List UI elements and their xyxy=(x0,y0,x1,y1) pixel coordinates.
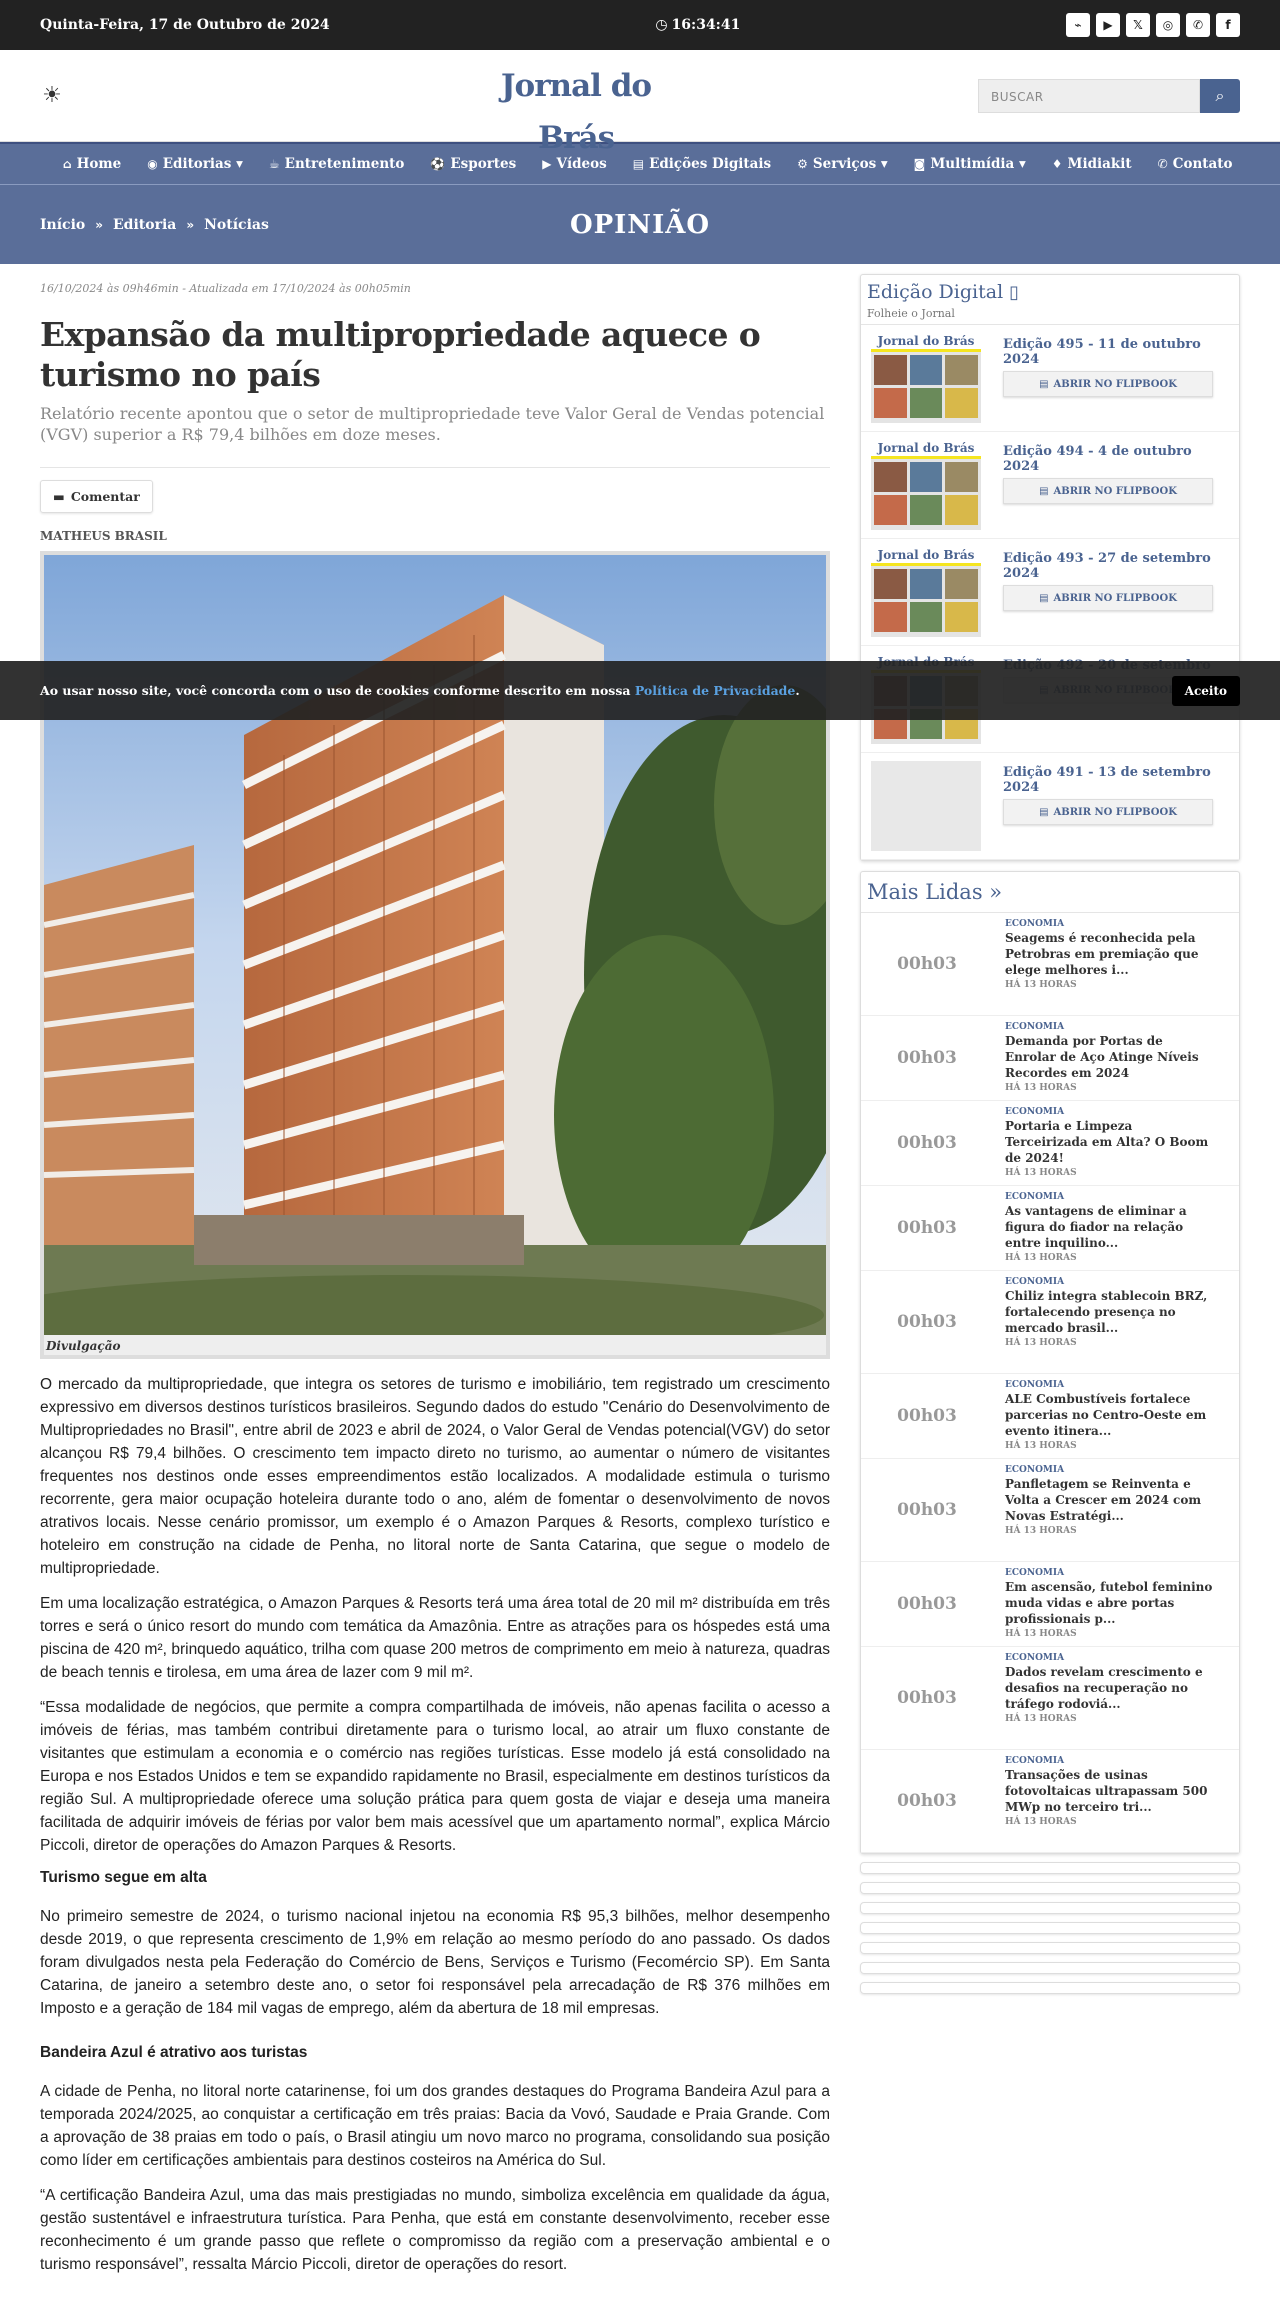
nav-item-9[interactable] xyxy=(1145,156,1246,172)
nav-icon: ⚽ xyxy=(430,157,446,171)
item-category[interactable]: ECONOMIA xyxy=(1005,1653,1065,1663)
item-ago: HÁ 13 HORAS xyxy=(1005,1253,1077,1263)
nav-label: Midiakit xyxy=(1067,156,1132,172)
mais-lidas-item[interactable] xyxy=(861,1101,1239,1186)
item-headline[interactable]: Panfletagem se Reinventa e Volta a Crescer em 2024 com Novas Estratégi... xyxy=(1005,1477,1202,1523)
item-time: 00h03 xyxy=(897,1500,957,1520)
nav-item-8[interactable] xyxy=(1039,156,1145,172)
nav-label: Esportes xyxy=(450,156,517,172)
thumb-masthead: Jornal do Brás xyxy=(871,440,981,456)
placeholder-widget xyxy=(860,1902,1240,1914)
article-subheading: Turismo segue em alta xyxy=(40,1869,207,1886)
nav-item-3[interactable] xyxy=(417,156,529,172)
nav-icon: ⚙ xyxy=(797,157,808,171)
item-time: 00h03 xyxy=(897,1594,957,1614)
item-headline[interactable]: Transações de usinas fotovoltaicas ultrapassam 500 MWp no terceiro tri... xyxy=(1005,1768,1208,1814)
item-ago: HÁ 13 HORAS xyxy=(1005,1526,1077,1536)
placeholder-widget xyxy=(860,1862,1240,1874)
cookie-text-end: . xyxy=(795,683,800,698)
item-ago: HÁ 13 HORAS xyxy=(1005,1629,1077,1639)
edicao-title: Edição Digital xyxy=(867,281,1004,303)
item-time: 00h03 xyxy=(897,1406,957,1426)
open-flipbook-label: ABRIR NO FLIPBOOK xyxy=(1053,806,1177,818)
theme-toggle-sun-icon[interactable]: ☀ xyxy=(42,83,62,108)
edicao-thumbnail[interactable] xyxy=(871,761,981,851)
social-links xyxy=(1066,13,1240,37)
sidebar xyxy=(860,274,1240,1994)
nav-icon: ◉ xyxy=(147,157,158,171)
article-paragraph: No primeiro semestre de 2024, o turismo nacional injetou na economia R$ 95,3 bilhões, melhor desempenho desde 2019, o que representa crescimento de 1,9% em relação ao mesmo período do ano passado. Os dados foram divulgados nesta pela Federação do Comércio de Bens, Serviços e Turismo (Fecomércio SP). Em Santa Catarina, de janeiro a setembro deste ano, o setor foi responsável pela arrecadação de R$ 376 milhões em Imposto e a geração de 184 mil vagas de emprego, além da abertura de 18 mil empresas. xyxy=(40,1908,830,2017)
thumb-masthead: Jornal do Brás xyxy=(871,333,981,349)
mais-lidas-item[interactable] xyxy=(861,1186,1239,1271)
item-ago: HÁ 13 HORAS xyxy=(1005,1714,1077,1724)
article-paragraph: A cidade de Penha, no litoral norte catarinense, foi um dos grandes destaques do Programa Bandeira Azul para a temporada 2024/2025, ao conquistar a certificação em três praias: Bacia da Vovó, Saudade e Praia Grande. Com a aprovação de 38 praias em todo o país, o Brasil atingiu um novo marco no programa, consolidando sua posição como líder em certificações ambientais para destinos costeiros na América do Sul. xyxy=(40,2083,830,2169)
nav-label: Entretenimento xyxy=(284,156,405,172)
nav-icon: ♦ xyxy=(1051,157,1063,171)
article-meta: 16/10/2024 às 09h46min - Atualizada em 17/10/2024 às 00h05min xyxy=(40,282,411,295)
mais-lidas-item[interactable] xyxy=(861,1016,1239,1101)
facebook-icon[interactable]: f xyxy=(1216,13,1240,37)
chevron-right-icon: » xyxy=(186,217,195,232)
nav-item-1[interactable] xyxy=(134,156,256,172)
item-category[interactable]: ECONOMIA xyxy=(1005,1022,1065,1032)
item-category[interactable]: ECONOMIA xyxy=(1005,1107,1065,1117)
edicao-item xyxy=(861,753,1239,860)
item-headline[interactable]: Portaria e Limpeza Terceirizada em Alta? O Boom de 2024! xyxy=(1005,1119,1209,1165)
breadcrumb-noticias[interactable]: Notícias xyxy=(204,216,269,233)
item-headline[interactable]: As vantagens de eliminar a figura do fiador na relação entre inquilino... xyxy=(1005,1204,1187,1250)
open-flipbook-button[interactable] xyxy=(1003,799,1213,825)
file-icon: ▤ xyxy=(1039,592,1049,604)
file-icon: ▤ xyxy=(1039,378,1049,390)
edicao-item xyxy=(861,539,1239,646)
edicao-item xyxy=(861,325,1239,432)
mais-lidas-item[interactable] xyxy=(861,1750,1239,1853)
item-category[interactable]: ECONOMIA xyxy=(1005,1568,1065,1578)
item-headline[interactable]: Dados revelam crescimento e desafios na recuperação no tráfego rodoviá... xyxy=(1005,1665,1203,1711)
mais-lidas-header xyxy=(861,872,1239,913)
item-headline[interactable]: Seagems é reconhecida pela Petrobras em premiação que elege melhores i... xyxy=(1005,931,1199,977)
item-time: 00h03 xyxy=(897,1133,957,1153)
edicao-thumbnail[interactable] xyxy=(871,440,981,530)
nav-item-5[interactable] xyxy=(620,156,784,172)
item-time: 00h03 xyxy=(897,1688,957,1708)
edicao-item xyxy=(861,432,1239,539)
nav-label: Serviços ▾ xyxy=(812,156,888,172)
chevron-right-icon: » xyxy=(95,217,103,232)
article-paragraph: “A certificação Bandeira Azul, uma das mais prestigiadas no mundo, simboliza excelência em qualidade da água, gestão sustentável e infraestrutura turística. Para Penha, que está em constante desenvolvimento, receber esse reconhecimento é um grande passo que reflete o compromisso da região com a preservação ambiental e o turismo responsável”, ressalta Márcio Piccoli, diretor de operações do resort. xyxy=(40,2187,830,2273)
nav-label: Vídeos xyxy=(556,156,607,172)
item-ago: HÁ 13 HORAS xyxy=(1005,1817,1077,1827)
clock xyxy=(655,17,740,33)
nav-label: Edições Digitais xyxy=(649,156,772,172)
article-paragraph: Em uma localização estratégica, o Amazon Parques & Resorts terá uma área total de 20 mil m² distribuída em três torres e será o único resort do mundo com temática da Amazônia. Entre as atrações para os hóspedes está uma piscina de 420 m², brinquedo aquático, trilha com quase 200 metros de comprimento em meio à natureza, quadras de beach tennis e tirolesa, em uma área de lazer com 9 mil m². xyxy=(40,1595,830,1681)
item-ago: HÁ 13 HORAS xyxy=(1005,1441,1077,1451)
item-time: 00h03 xyxy=(897,1218,957,1238)
mais-lidas-item[interactable] xyxy=(861,1271,1239,1374)
nav-item-0[interactable] xyxy=(50,156,134,172)
edicao-header xyxy=(861,275,1239,325)
placeholder-widget xyxy=(860,1982,1240,1994)
breadcrumb-home[interactable]: Início xyxy=(40,216,86,233)
article-author: MATHEUS BRASIL xyxy=(40,529,167,543)
nav-label: Home xyxy=(76,156,122,172)
comment-icon: ▬ xyxy=(53,489,65,504)
placeholder-widgets xyxy=(860,1862,1240,1994)
item-headline[interactable]: Chiliz integra stablecoin BRZ, fortalecendo presença no mercado brasil... xyxy=(1005,1289,1208,1335)
item-time: 00h03 xyxy=(897,1312,957,1332)
placeholder-widget xyxy=(860,1942,1240,1954)
item-category[interactable]: ECONOMIA xyxy=(1005,919,1065,929)
edicao-name[interactable]: Edição 495 - 11 de outubro 2024 xyxy=(1003,337,1201,367)
mais-lidas-item[interactable] xyxy=(861,1562,1239,1647)
nav-item-2[interactable] xyxy=(256,156,418,172)
nav-item-6[interactable] xyxy=(784,156,901,172)
nav-icon: ☕ xyxy=(268,157,280,171)
edicao-name[interactable]: Edição 493 - 27 de setembro 2024 xyxy=(1003,551,1211,581)
mais-lidas-title[interactable]: Mais Lidas » xyxy=(867,880,1003,904)
search-button[interactable] xyxy=(1200,79,1240,113)
search-icon: ⌕ xyxy=(1215,85,1225,105)
item-headline[interactable]: Em ascensão, futebol feminino muda vidas e abre portas profissionais p... xyxy=(1005,1580,1213,1626)
edicao-digital-box xyxy=(860,274,1240,861)
nav-icon: ▤ xyxy=(632,157,645,171)
whatsapp-icon[interactable]: ✆ xyxy=(1186,13,1210,37)
open-flipbook-button[interactable] xyxy=(1003,371,1213,397)
item-headline[interactable]: ALE Combustíveis fortalece parcerias no Centro-Oeste em evento itinera... xyxy=(1005,1392,1207,1438)
placeholder-widget xyxy=(860,1962,1240,1974)
top-bar xyxy=(0,0,1280,50)
nav-icon: ✆ xyxy=(1157,157,1168,171)
cookie-message xyxy=(40,683,800,698)
mais-lidas-box xyxy=(860,871,1240,1854)
article-title: Expansão da multipropriedade aquece o turismo no país xyxy=(40,315,761,394)
comment-button[interactable] xyxy=(40,480,153,513)
nav-icon: ⌂ xyxy=(63,157,72,171)
open-flipbook-label: ABRIR NO FLIPBOOK xyxy=(1053,378,1177,390)
file-icon: ▤ xyxy=(1039,806,1049,818)
thumb-masthead: Jornal do Brás xyxy=(871,547,981,563)
edicao-thumbnail[interactable] xyxy=(871,333,981,423)
item-ago: HÁ 13 HORAS xyxy=(1005,980,1077,990)
cookie-banner xyxy=(0,661,1280,720)
item-headline[interactable]: Demanda por Portas de Enrolar de Aço Atinge Níveis Recordes em 2024 xyxy=(1005,1034,1199,1080)
comment-label: Comentar xyxy=(70,489,140,504)
mobile-icon: ▯ xyxy=(1009,281,1020,303)
mais-lidas-item[interactable] xyxy=(861,1459,1239,1562)
article-paragraph: “Essa modalidade de negócios, que permite a compra compartilhada de imóveis, não apenas facilita o acesso a imóveis de férias, mas também contribui diretamente para o turismo local, ao atrair um fluxo constante de visitantes que estimulam a economia e o comércio nas regiões turísticas. Esse modelo já está consolidado na Europa e nos Estados Unidos e tem se expandido rapidamente no Brasil, especialmente em destinos turísticos da região Sul. A multipropriedade oferece uma solução prática para quem gosta de viajar e deseja uma maneira facilitada de adquirir imóveis de férias por valor bem mais acessível que um apartamento normal”, explica Márcio Piccoli, diretor de operações do Amazon Parques & Resorts. xyxy=(40,1699,830,1854)
cookie-text: Ao usar nosso site, você concorda com o uso de cookies conforme descrito em nossa xyxy=(40,683,631,698)
article-lead: Relatório recente apontou que o setor de multipropriedade teve Valor Geral de Vendas potencial (VGV) superior a R$ 79,4 bilhões em doze meses. xyxy=(40,403,830,468)
nav-icon: ◙ xyxy=(913,157,926,171)
breadcrumb-editoria[interactable]: Editoria xyxy=(113,216,177,233)
rss-icon[interactable]: ⌁ xyxy=(1066,13,1090,37)
mais-lidas-item[interactable] xyxy=(861,1647,1239,1750)
item-category[interactable]: ECONOMIA xyxy=(1005,1192,1065,1202)
mais-lidas-item[interactable] xyxy=(861,913,1239,1016)
article-subheading: Bandeira Azul é atrativo aos turistas xyxy=(40,2044,308,2061)
privacy-policy-link[interactable]: Política de Privacidade xyxy=(634,683,796,698)
item-ago: HÁ 13 HORAS xyxy=(1005,1338,1077,1348)
edicao-subtitle: Folheie o Jornal xyxy=(867,307,955,320)
logo-text: Jornal do Brás xyxy=(500,67,652,156)
item-ago: HÁ 13 HORAS xyxy=(1005,1168,1077,1178)
nav-label: Contato xyxy=(1172,156,1233,172)
clock-time: 16:34:41 xyxy=(671,17,741,33)
edicao-name[interactable]: Edição 491 - 13 de setembro 2024 xyxy=(1003,765,1211,795)
cookie-accept-button[interactable]: Aceito xyxy=(1172,676,1240,706)
item-ago: HÁ 13 HORAS xyxy=(1005,1083,1077,1093)
open-flipbook-button[interactable] xyxy=(1003,478,1213,504)
section-band xyxy=(0,184,1280,264)
nav-item-4[interactable] xyxy=(529,156,619,172)
item-category[interactable]: ECONOMIA xyxy=(1005,1756,1065,1766)
nav-label: Multimídia ▾ xyxy=(930,156,1026,172)
placeholder-widget xyxy=(860,1882,1240,1894)
edicao-thumbnail[interactable] xyxy=(871,547,981,637)
site-header xyxy=(0,50,1280,156)
open-flipbook-label: ABRIR NO FLIPBOOK xyxy=(1053,592,1177,604)
item-time: 00h03 xyxy=(897,1048,957,1068)
clock-icon: ◷ xyxy=(655,17,668,33)
site-logo[interactable] xyxy=(476,60,676,156)
article-paragraph: O mercado da multipropriedade, que integra os setores de turismo e imobiliário, tem registrado um crescimento expressivo em diversos destinos turísticos brasileiros. Segundo dados do estudo "Cenário do Desenvolvimento de Multipropriedades no Brasil", entre abril de 2023 e abril de 2024, o Valor Geral de Vendas potencial(VGV) do setor alcançou R$ 79,4 bilhões. O crescimento tem impacto direto no turismo, ao aumentar o número de visitantes frequentes nos destinos onde esses empreendimentos estão localizados. A modalidade estimula o turismo recorrente, gera maior ocupação hoteleira durante todo o ano, além de fomentar o desenvolvimento de novos atrativos locais. Nesse cenário promissor, um exemplo é o Amazon Parques & Resorts, complexo turístico e hoteleiro em construção na cidade de Penha, no litoral norte de Santa Catarina, que segue o modelo de multipropriedade. xyxy=(40,1376,830,1577)
photo-caption: Divulgação xyxy=(44,1335,826,1355)
edicao-name[interactable]: Edição 494 - 4 de outubro 2024 xyxy=(1003,444,1192,474)
open-flipbook-label: ABRIR NO FLIPBOOK xyxy=(1053,485,1177,497)
item-time: 00h03 xyxy=(897,954,957,974)
nav-item-7[interactable] xyxy=(901,156,1039,172)
open-flipbook-button[interactable] xyxy=(1003,585,1213,611)
placeholder-widget xyxy=(860,1922,1240,1934)
nav-label: Editorias ▾ xyxy=(162,156,243,172)
current-date: Quinta-Feira, 17 de Outubro de 2024 xyxy=(40,17,330,33)
breadcrumb xyxy=(40,217,269,233)
item-category[interactable]: ECONOMIA xyxy=(1005,1465,1065,1475)
section-title: OPINIÃO xyxy=(569,209,711,240)
nav-icon: ▶ xyxy=(542,157,552,171)
file-icon: ▤ xyxy=(1039,485,1049,497)
item-category[interactable]: ECONOMIA xyxy=(1005,1277,1065,1287)
x-icon[interactable]: 𝕏 xyxy=(1126,13,1150,37)
article-body xyxy=(40,1373,830,2276)
youtube-icon[interactable]: ▶ xyxy=(1096,13,1120,37)
instagram-icon[interactable]: ◎ xyxy=(1156,13,1180,37)
article xyxy=(40,264,830,2276)
item-category[interactable]: ECONOMIA xyxy=(1005,1380,1065,1390)
search-input[interactable]: BUSCAR xyxy=(978,79,1200,113)
mais-lidas-item[interactable] xyxy=(861,1374,1239,1459)
search-form xyxy=(978,79,1240,113)
item-time: 00h03 xyxy=(897,1791,957,1811)
